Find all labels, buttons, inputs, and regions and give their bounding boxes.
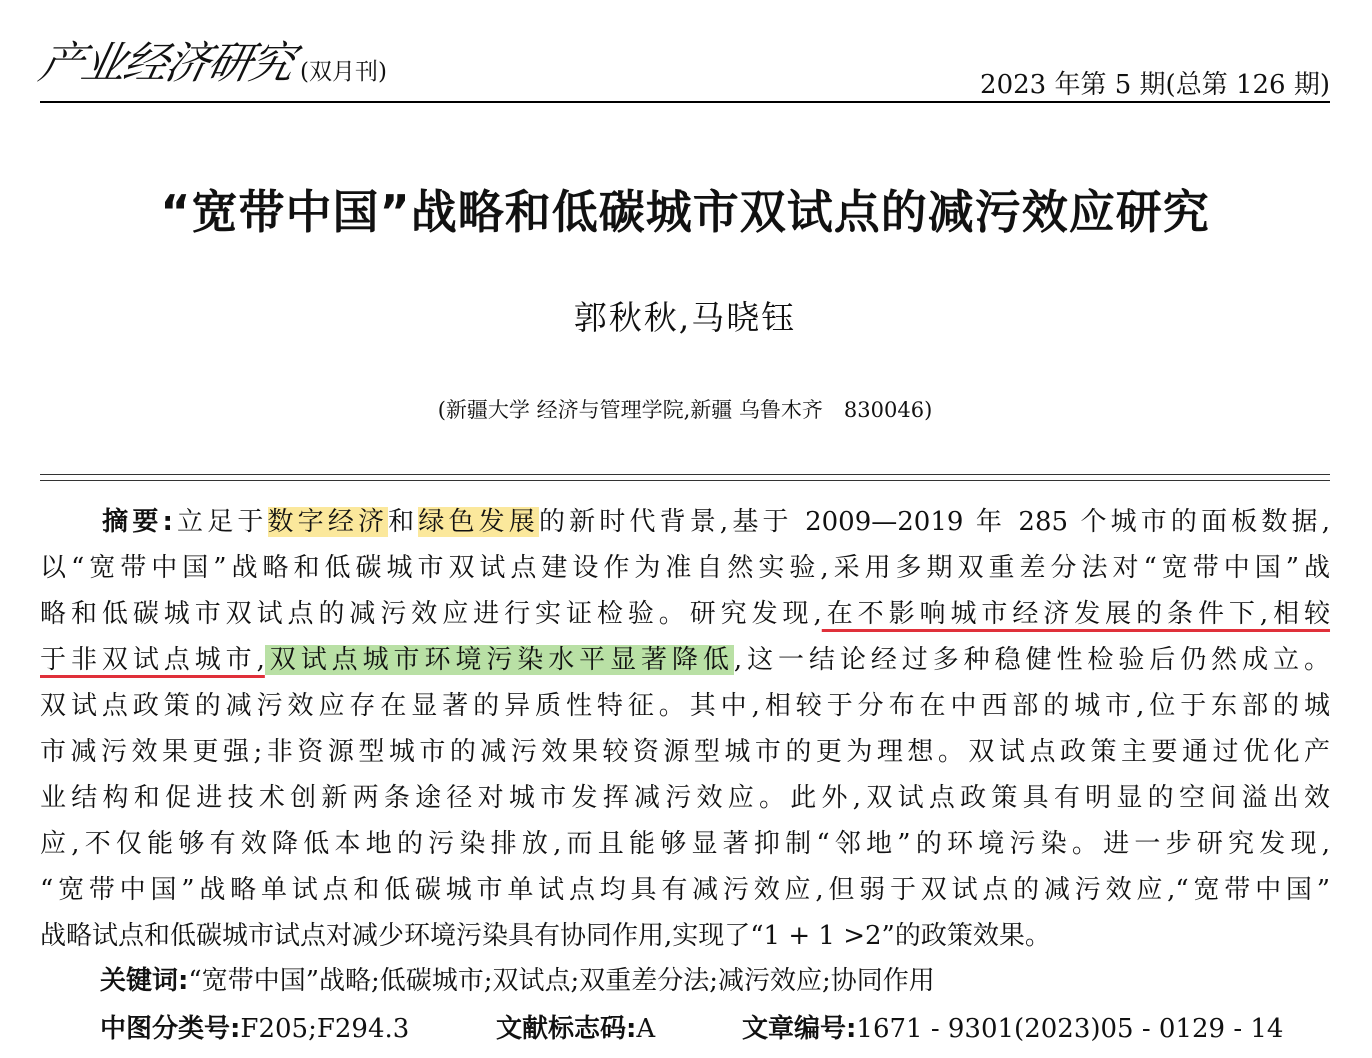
keywords-value: “宽带中国”战略;低碳城市;双试点;双重差分法;减污效应;协同作用 [188,966,935,996]
keywords [100,960,935,997]
abstract-line [40,499,1330,545]
article-number-value: 1671 - 9301(2023)05 - 0129 - 14 [856,1014,1284,1044]
paper-title: “宽带中国”战略和低碳城市双试点的减污效应研究 [160,185,1210,239]
abstract-line: 业结构和促进技术创新两条途径对城市发挥减污效应。此外,双试点政策具有明显的空间溢出效 [40,783,1330,813]
abstract-text: 的新时代背景,基于 2009—2019 年 285 个城市的面板数据, [538,507,1330,537]
document-code-label: 文献标志码: [496,1014,637,1044]
journal-header [34,30,1330,102]
journal-masthead [34,34,387,94]
document-code [496,1008,655,1045]
abstract-text: ,这一结论经过多种稳健性检验后仍然成立。 [733,645,1330,675]
underline-condition-cont: 于非双试点城市, [40,645,265,675]
clc-code [100,1008,409,1045]
abstract-line [40,637,1330,683]
abstract-line [40,591,1330,637]
article-number [742,1008,1283,1045]
paper-authors: 郭秋秋,马晓钰 [573,298,797,337]
abstract-rule-bottom [40,480,1330,481]
highlight-digital-economy: 数字经济 [267,507,389,537]
highlight-green-development: 绿色发展 [418,507,539,537]
abstract-text: 立足于 [172,507,268,537]
author-affiliation: (新疆大学 经济与管理学院,新疆 乌鲁木齐 830046) [437,398,933,422]
issue-info: 2023 年第 5 期(总第 126 期) [980,70,1330,100]
abstract [40,499,1330,959]
abstract-text: 略和低碳城市双试点的减污效应进行实证检验。研究发现, [40,599,822,629]
abstract-line: 应,不仅能够有效降低本地的污染排放,而且能够显著抑制“邻地”的环境污染。进一步研究发现, [40,829,1330,859]
journal-frequency: (双月刊) [300,59,387,85]
underline-condition: 在不影响城市经济发展的条件下,相较 [821,599,1331,629]
article-number-label: 文章编号: [742,1014,857,1044]
journal-logo: 产业经济研究 [34,38,298,89]
clc-value: F205;F294.3 [240,1014,410,1044]
abstract-text: 和 [388,507,419,537]
clc-label: 中图分类号: [100,1014,241,1044]
document-code-value: A [636,1014,656,1044]
abstract-label: 摘要: [98,507,173,537]
abstract-line: 双试点政策的减污效应存在显著的异质性特征。其中,相较于分布在中西部的城市,位于东部的城 [40,691,1330,721]
highlight-key-finding: 双试点城市环境污染水平显著降低 [264,645,734,675]
keywords-label: 关键词: [100,966,189,996]
abstract-rule-top [40,474,1330,475]
header-rule [40,101,1330,103]
abstract-line: 以“宽带中国”战略和低碳城市双试点建设作为准自然实验,采用多期双重差分法对“宽带中国”战 [40,553,1330,583]
abstract-line: 市减污效果更强;非资源型城市的减污效果较资源型城市的更为理想。双试点政策主要通过优化产 [40,737,1330,767]
abstract-line: 战略试点和低碳城市试点对减少环境污染具有协同作用,实现了“1 + 1 >2”的政策效果。 [40,921,1051,951]
abstract-line: “宽带中国”战略单试点和低碳城市单试点均具有减污效应,但弱于双试点的减污效应,“宽带中国” [40,875,1330,905]
